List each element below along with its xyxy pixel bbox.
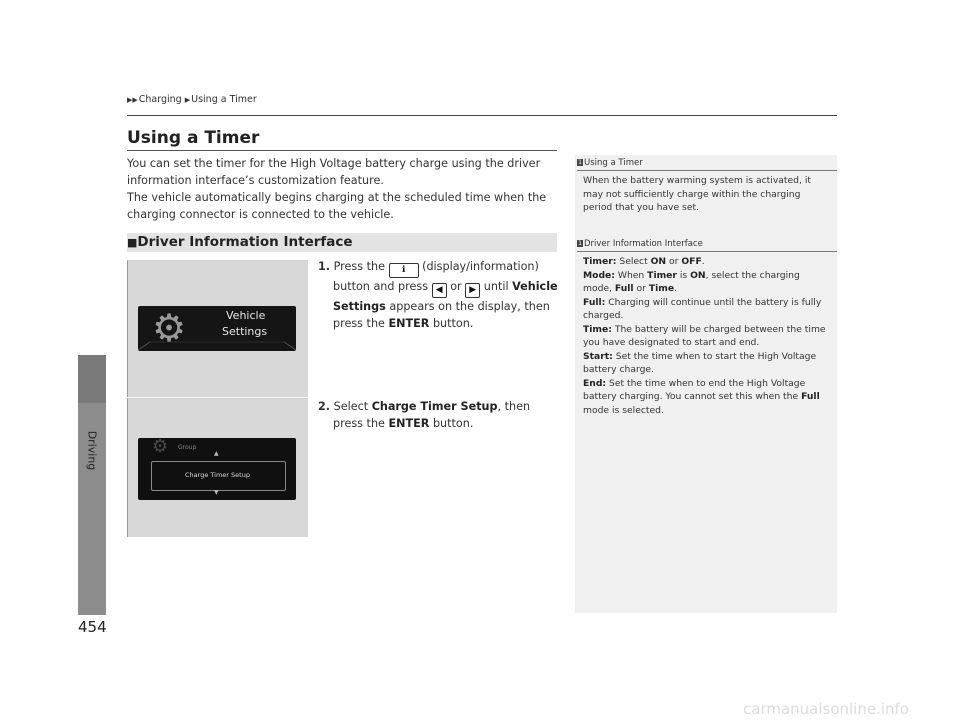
step-text: (display/information) button and press xyxy=(333,260,539,293)
breadcrumb-item-using-timer[interactable]: Using a Timer xyxy=(191,94,257,105)
scroll-down-icon: ▼ xyxy=(214,489,219,496)
note-label: Full: xyxy=(583,296,606,308)
step-keyword: ENTER xyxy=(388,317,430,330)
step-text: button. xyxy=(432,317,474,330)
note-divider xyxy=(577,170,837,171)
step-2 xyxy=(318,398,563,432)
intro-paragraph-2: The vehicle automatically begins charging at the scheduled time when the charging connector is connected to the vehicle. xyxy=(127,191,547,221)
note-keyword: Full xyxy=(801,391,820,402)
note-time xyxy=(583,323,828,350)
breadcrumb xyxy=(127,94,257,105)
note-dii-title xyxy=(577,239,703,249)
subsection-title-text: Driver Information Interface xyxy=(137,234,353,250)
intro-paragraph-1: You can set the timer for the High Voltage battery charge using the driver information interface’s customization feature. xyxy=(127,157,541,187)
breadcrumb-arrow-icon: ▶ xyxy=(184,96,191,104)
step-text: button. xyxy=(432,417,474,430)
note-keyword: Time xyxy=(648,283,675,294)
note-label: Time: xyxy=(583,323,612,335)
note-text: is xyxy=(679,269,688,281)
watermark: carmanualsonline.info xyxy=(743,700,909,718)
note-label: Mode: xyxy=(583,269,615,281)
step-text: appears on the display, then press the xyxy=(333,300,550,330)
note-marker-icon: 1 xyxy=(578,240,582,247)
breadcrumb-item-charging[interactable]: Charging xyxy=(138,94,182,105)
note-label: Timer: xyxy=(583,256,617,267)
intro-text xyxy=(127,155,562,223)
page-title: Using a Timer xyxy=(127,128,260,148)
note-title-text: Using a Timer xyxy=(584,158,643,168)
chapter-label-text: Driving xyxy=(85,430,99,470)
note-label: Start: xyxy=(583,350,613,362)
note-keyword: OFF xyxy=(681,256,702,267)
screen-group-label: Group xyxy=(178,444,197,451)
step-number: 2. xyxy=(318,400,331,413)
right-arrow-button-icon: ▶ xyxy=(465,283,480,298)
step-keyword: ENTER xyxy=(388,417,430,430)
note-mode xyxy=(583,269,828,296)
charge-timer-setup-item: Charge Timer Setup xyxy=(185,471,250,479)
note-text: . xyxy=(674,283,677,294)
scroll-up-icon: ▲ xyxy=(214,450,219,457)
step-keyword: Vehicle Settings xyxy=(333,280,558,313)
note-start xyxy=(583,350,828,377)
left-arrow-button-icon: ◀ xyxy=(432,283,447,298)
step-text: Select xyxy=(333,400,369,413)
page-number: 454 xyxy=(78,618,107,636)
note-text: or xyxy=(636,283,646,294)
header-divider xyxy=(127,115,837,116)
step-text: until xyxy=(483,280,509,293)
note-dii-body xyxy=(583,255,828,417)
step-keyword: Charge Timer Setup xyxy=(371,400,498,413)
note-keyword: Full xyxy=(614,283,634,294)
subsection-title xyxy=(127,234,353,250)
note-text: or xyxy=(669,256,679,267)
note-text: When xyxy=(617,269,645,281)
note-using-timer-body: When the battery warming system is activated, it may not sufficiently charge within the charging period that you have set. xyxy=(583,175,811,213)
square-bullet-icon: ■ xyxy=(127,236,138,249)
step-text: or xyxy=(450,280,462,293)
step-text: , then press the xyxy=(333,400,531,430)
note-using-timer-title xyxy=(577,158,643,168)
note-text: The battery will be charged between the time you have designated to start and end. xyxy=(583,323,826,348)
note-end xyxy=(583,377,828,418)
note-text: , select the charging mode, xyxy=(583,269,800,294)
note-keyword: ON xyxy=(690,269,706,281)
gear-icon: ⚙ xyxy=(152,436,169,457)
note-text: Set the time when to end the High Voltage battery charging. You cannot set this when the xyxy=(583,377,806,402)
step-1 xyxy=(318,258,563,332)
display-info-button-icon: ℹ xyxy=(389,263,419,278)
breadcrumb-arrow-icon: ▶▶ xyxy=(127,96,138,104)
note-text: . xyxy=(701,256,705,267)
note-text: mode is selected. xyxy=(583,404,664,416)
title-divider xyxy=(127,150,557,151)
note-title-text: Driver Information Interface xyxy=(584,239,703,249)
screen-settings-label: Settings xyxy=(222,325,268,338)
screen-vehicle-label: Vehicle xyxy=(226,309,266,322)
note-text: Charging will continue until the battery is fully charged. xyxy=(583,296,822,321)
gear-icon: ⚙ xyxy=(152,306,187,350)
note-keyword: ON xyxy=(650,256,667,267)
chapter-label xyxy=(80,420,104,480)
chapter-tab xyxy=(78,355,106,403)
note-timer xyxy=(583,255,828,269)
step-text: Press the xyxy=(333,260,385,273)
step-number: 1. xyxy=(318,260,331,273)
note-divider xyxy=(577,251,837,252)
note-label: End: xyxy=(583,377,607,389)
note-text: Set the time when to start the High Voltage battery charge. xyxy=(583,350,817,375)
note-full xyxy=(583,296,828,323)
note-keyword: Timer xyxy=(647,269,677,281)
note-text: Select xyxy=(619,256,648,267)
note-marker-icon: 1 xyxy=(578,159,582,166)
